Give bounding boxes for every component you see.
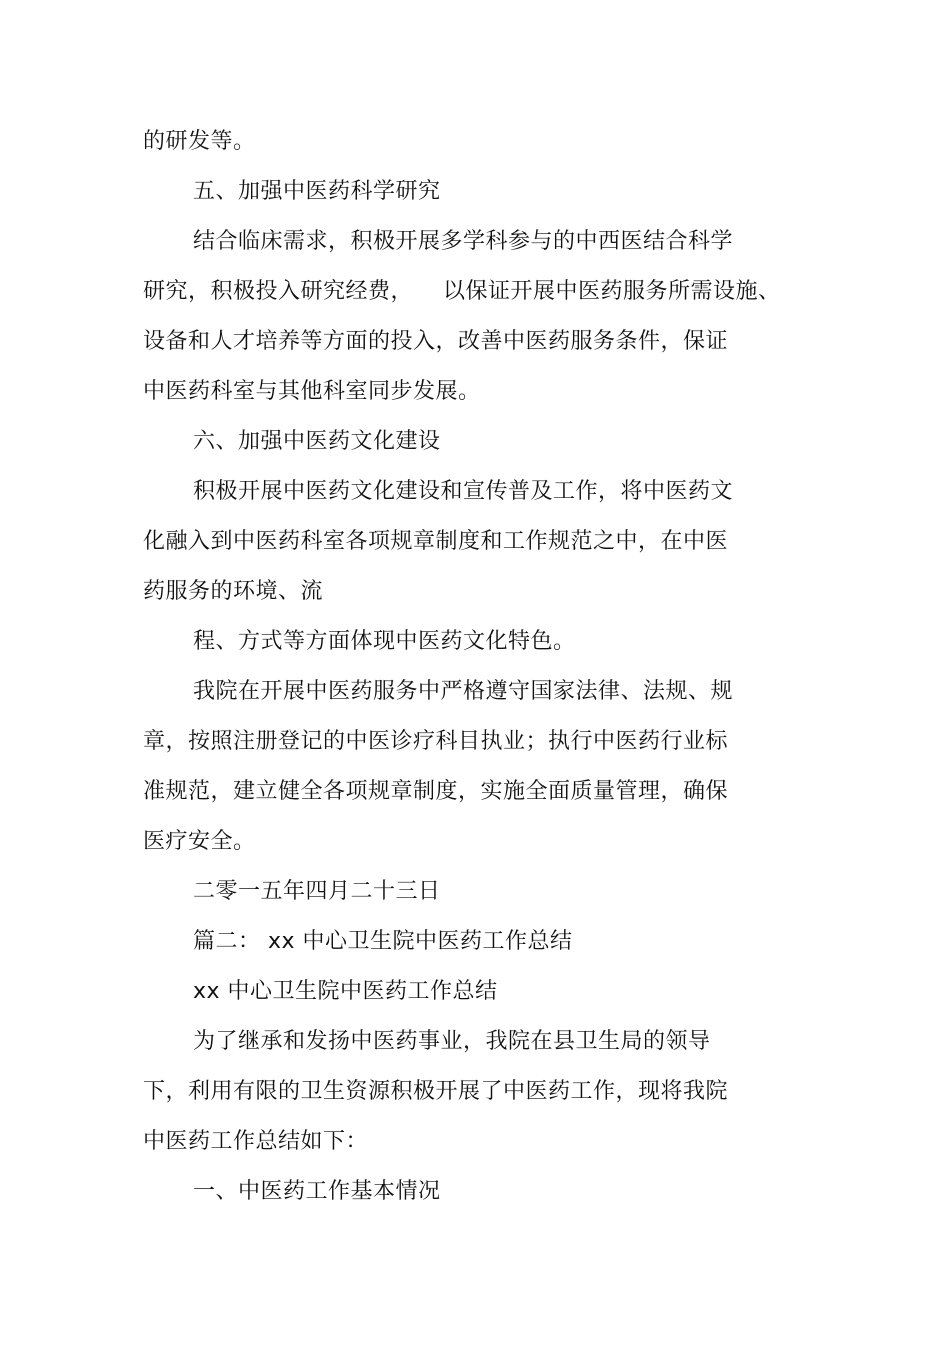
text-line: 为了继承和发扬中医药事业，我院在县卫生局的领导: [193, 1029, 711, 1054]
text-line: 中医药科室与其他科室同步发展。: [143, 379, 481, 404]
date-line: 二零一五年四月二十三日: [193, 879, 441, 904]
text-line: 中医药工作总结如下：: [143, 1129, 369, 1154]
section-heading: 五、加强中医药科学研究: [193, 179, 441, 204]
text-line: 程、方式等方面体现中医药文化特色。: [193, 629, 576, 654]
text-line: 准规范，建立健全各项规章制度，实施全面质量管理，确保: [143, 779, 729, 804]
text-line: 设备和人才培养等方面的投入，改善中医药服务条件，保证: [143, 329, 729, 354]
text-line: 药服务的环境、流: [143, 579, 324, 604]
text-line: 下，利用有限的卫生资源积极开展了中医药工作，现将我院: [143, 1079, 729, 1104]
text-line: 医疗安全。: [143, 829, 256, 854]
text-line: 结合临床需求，积极开展多学科参与的中西医结合科学: [193, 229, 734, 254]
text-line: 化融入到中医药科室各项规章制度和工作规范之中，在中医: [143, 529, 729, 554]
text-line: 的研发等。: [143, 129, 256, 154]
section-heading: 一、中医药工作基本情况: [193, 1179, 441, 1204]
section-heading: 篇二： xx 中心卫生院中医药工作总结: [193, 929, 573, 954]
section-heading: 六、加强中医药文化建设: [193, 429, 441, 454]
text-line: 章，按照注册登记的中医诊疗科目执业；执行中医药行业标: [143, 729, 729, 754]
document-title: xx 中心卫生院中医药工作总结: [193, 979, 498, 1004]
text-line: 研究，积极投入研究经费， 以保证开展中医药服务所需设施、: [143, 279, 781, 304]
text-line: 我院在开展中医药服务中严格遵守国家法律、法规、规: [193, 679, 734, 704]
text-line: 积极开展中医药文化建设和宣传普及工作，将中医药文: [193, 479, 734, 504]
